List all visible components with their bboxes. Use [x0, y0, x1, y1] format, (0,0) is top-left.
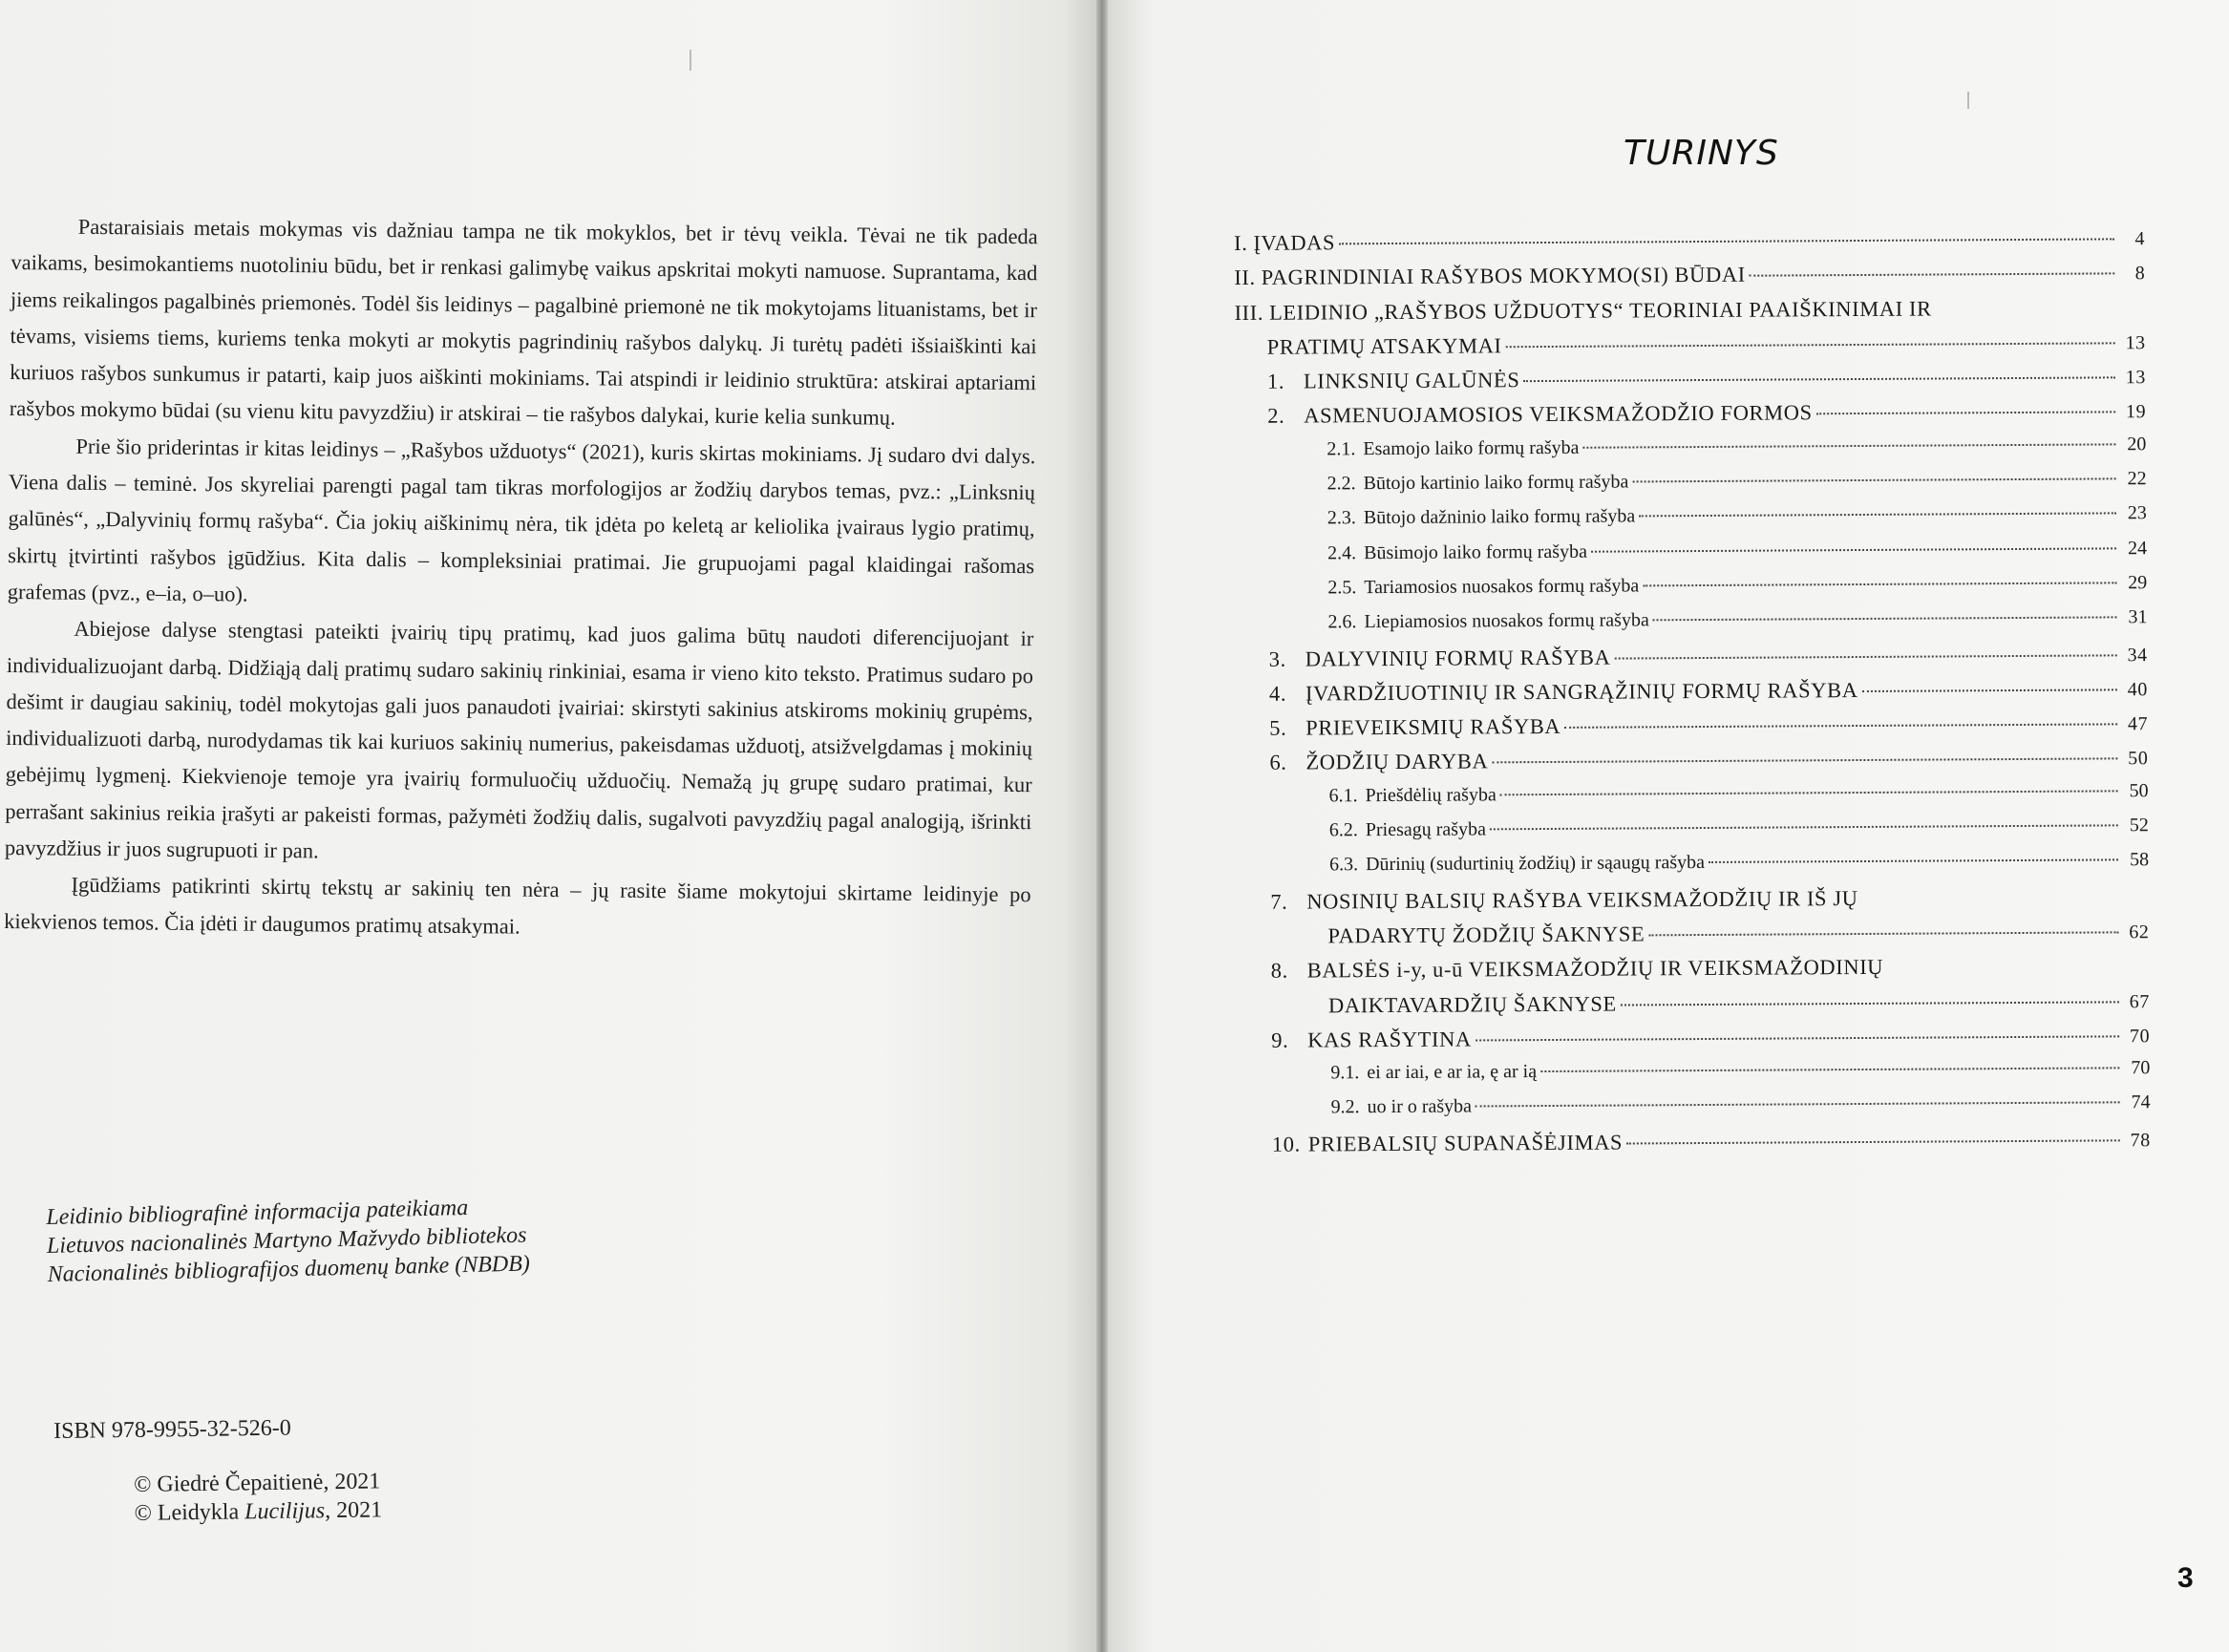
toc-entry-number: 2. — [1267, 404, 1285, 429]
toc-entry-label: Dūrinių (sudurtinių žodžių) ir sąaugų rašyba — [1365, 852, 1706, 876]
toc-entry — [1237, 746, 2148, 786]
toc-leader-dots — [1632, 477, 2115, 482]
toc-entry-number: 6. — [1269, 751, 1287, 775]
toc-entry — [1235, 364, 2146, 404]
toc-entry-number: 3. — [1268, 646, 1286, 671]
table-of-contents — [1234, 225, 2151, 1167]
intro-paragraph: Pastaraisiais metais mokymas vis dažniau tampa ne tik mokyklos, bet ir tėvų veikla. Tėvai ne tik padeda vaikams, besimokantiems nuotoliniu būdu, bet ir renkasi galimybę vaikus apskritai mokyti namuose. Suprantama, kad jiems reikalingos pagalbinės priemonės. Todėl šis leidinys – pagalbinė priemonė ne tik mokytojams lituanistams, bet ir tėvams, visiems tiems, kuriems tenka mokyti ar mokytis pagrindinių rašybos dalykų. Ji turėtų padėti išsiaiškinti kai kuriuos rašybos sunkumus ir patarti, kaip juos aiškinti mokiniams. Tai atspindi ir leidinio struktūra: atskirai aptariami rašybos mokymo būdai (su vienu kitu pavyzdžiu) ir atskirai – tie rašybos dalykai, kurie kelia sunkumų. — [9, 214, 1038, 431]
toc-leader-dots — [1490, 824, 2118, 830]
toc-entry-number: 6.1. — [1328, 784, 1358, 807]
book-gutter — [1096, 0, 1108, 1652]
toc-entry-page: 50 — [2129, 779, 2149, 802]
toc-entry-number: 2.4. — [1327, 541, 1357, 564]
toc-entry-label: DAIKTAVARDŽIŲ ŠAKNYSE — [1327, 991, 1617, 1017]
copyright-year: , 2021 — [324, 1497, 383, 1524]
toc-entry-page: 31 — [2128, 606, 2148, 628]
toc-entry-label: LEIDINIO „RAŠYBOS UŽDUOTYS“ TEORINIAI PAAIŠKINIMAI IR — [1268, 296, 1932, 325]
toc-entry-label: Priesagų rašyba — [1365, 818, 1486, 841]
copyright-publisher — [134, 1495, 382, 1528]
toc-entry — [1237, 676, 2148, 716]
toc-entry — [1239, 1057, 2150, 1097]
toc-entry-page: 29 — [2128, 572, 2148, 594]
intro-paragraph: Prie šio priderintas ir kitas leidinys – „Rašybos užduotys“ (2021), kuris skirtas mokiniams. Jį sudaro dvi dalys. Viena dalis – teminė. Jos skyreliai parengti pagal tam tikras morfologijos ar žodžių darybos temas, pvz.: „Linksnių galūnės“, „Dalyvinių formų rašyba“. Čia jokių aiškinimų nėra, tik įdėta po keletą ar keliolika įvairaus lygio pratimų, skirtų įtvirtinti rašybos įgūdžius. Kita dalis – kompleksiniai pratimai. Jie grupuojami pagal klaidingai rašomas grafemas (pvz., e–ia, o–uo). — [7, 434, 1036, 606]
toc-entry — [1237, 710, 2148, 751]
toc-entry-label: PRATIMŲ ATSAKYMAI — [1266, 333, 1502, 359]
toc-entry-page: 23 — [2127, 502, 2147, 524]
toc-title: TURINYS — [1624, 134, 1779, 173]
toc-entry-label: ŽODŽIŲ DARYBA — [1306, 749, 1489, 775]
toc-leader-dots — [1648, 931, 2118, 936]
toc-entry-label: BALSĖS i-y, u-ū VEIKSMAŽODŽIŲ IR VEIKSMAŽODINIŲ — [1306, 955, 1884, 983]
copyright-block — [134, 1467, 382, 1528]
toc-entry-number: 1. — [1266, 369, 1285, 393]
toc-entry-label: DALYVINIŲ FORMŲ RAŠYBA — [1305, 645, 1611, 671]
toc-entry-label: Tariamosios nuosakos formų rašyba — [1364, 575, 1640, 599]
toc-entry-number: 2.1. — [1327, 438, 1356, 460]
toc-leader-dots — [1626, 1139, 2120, 1144]
toc-leader-dots — [1643, 582, 2116, 586]
toc-leader-dots — [1540, 1067, 2119, 1072]
toc-entry-page: 58 — [2129, 849, 2150, 871]
toc-entry-number: 2.2. — [1327, 473, 1356, 495]
toc-entry — [1238, 815, 2149, 855]
toc-entry — [1238, 780, 2149, 820]
toc-entry — [1239, 1023, 2150, 1063]
toc-entry — [1234, 225, 2145, 265]
toc-entry-label: NOSINIŲ BALSIŲ RAŠYBA VEIKSMAŽODŽIŲ IR IŠ JŲ — [1306, 885, 1858, 914]
toc-entry-label: Esamojo laiko formų rašyba — [1363, 436, 1580, 459]
biblio-line: Nacionalinės bibliografijos duomenų banke (NBDB) — [47, 1251, 531, 1287]
toc-entry-page: 34 — [2127, 644, 2148, 666]
toc-entry-number: I. — [1234, 230, 1248, 255]
toc-entry — [1236, 538, 2147, 578]
toc-entry-page: 13 — [2125, 367, 2147, 389]
toc-entry-label: PAGRINDINIAI RAŠYBOS MOKYMO(SI) BŪDAI — [1261, 263, 1746, 290]
toc-entry-page: 74 — [2131, 1091, 2151, 1113]
toc-entry-label: Priešdėlių rašyba — [1365, 784, 1497, 806]
toc-leader-dots — [1564, 724, 2117, 730]
toc-entry-page: 22 — [2127, 468, 2147, 490]
toc-entry-number: III. — [1234, 300, 1264, 325]
toc-entry-page: 50 — [2128, 748, 2149, 770]
toc-entry-page: 78 — [2130, 1129, 2151, 1152]
toc-entry-number: 9.1. — [1330, 1062, 1360, 1084]
toc-entry-page: 8 — [2134, 263, 2146, 285]
toc-entry-page: 62 — [2129, 921, 2150, 943]
toc-entry-page: 4 — [2134, 228, 2146, 250]
toc-leader-dots — [1750, 273, 2115, 277]
toc-entry-label: uo ir o rašyba — [1367, 1095, 1473, 1118]
toc-entry-page: 70 — [2129, 1025, 2151, 1048]
toc-entry-number: 9.2. — [1330, 1096, 1360, 1118]
toc-entry-page: 20 — [2127, 433, 2147, 455]
copyright-author: © Giedrė Čepaitienė, 2021 — [134, 1469, 381, 1497]
toc-entry — [1238, 919, 2149, 959]
toc-entry-label: Būsimojo laiko formų rašyba — [1363, 540, 1587, 563]
toc-entry — [1236, 572, 2147, 612]
toc-entry-label: ei ar iai, e ar ia, ę ar ią — [1367, 1061, 1538, 1084]
toc-entry-number: 8. — [1270, 958, 1288, 984]
toc-entry-page: 47 — [2127, 713, 2149, 735]
toc-entry-label: ĮVARDŽIUOTINIŲ IR SANGRĄŽINIŲ FORMŲ RAŠYBA — [1305, 677, 1858, 706]
toc-entry — [1236, 503, 2147, 543]
toc-entry-label: Būtojo kartinio laiko formų rašyba — [1363, 471, 1629, 495]
bibliographic-note — [46, 1188, 716, 1289]
toc-leader-dots — [1591, 547, 2116, 552]
copyright-prefix: © Leidykla — [134, 1499, 245, 1526]
toc-entry-page: 40 — [2127, 679, 2149, 701]
toc-entry — [1237, 642, 2148, 682]
toc-entry — [1236, 606, 2147, 646]
intro-paragraph: Abiejose dalyse stengtasi pateikti įvairių tipų pratimų, kad juos galima būtų naudoti diferencijuojant ir individualizuojant darbą. Didžiąją dalį pratimų sudaro sakinių rinkiniai, esama ir vieno kito teksto. Pratimus sudaro po dešimt ir daugiau sakinių, todėl mokytojas gali juos panaudoti įvairiai: skirstyti sakinius atskiroms mokinių grupėms, individualizuoti darbą, nurodydamas tik kai kuriuos sakinių numerius, pakeisdamas užduotį, atsižvelgdamas į mokinių gebėjimų lygmenį. Kiekvienoje temoje yra įvairių formuluočių užduočių. Nemažą jų grupę sudaro pratimai, kur perrašant sakinius reikia įrašyti ar pakeisti formas, pažymėti žodžių dalis, sugalvoti pavyzdžių pagal analogiją, išrinkti pavyzdžius ir juos sugrupuoti ir pan. — [4, 616, 1034, 863]
publisher-name: Lucilijus — [244, 1498, 326, 1525]
biblio-line: Lietuvos nacionalinės Martyno Mažvydo bibliotekos — [46, 1222, 527, 1259]
toc-leader-dots — [1492, 758, 2117, 764]
toc-entry-number: 5. — [1269, 715, 1287, 740]
toc-entry — [1234, 295, 2145, 335]
toc-leader-dots — [1862, 688, 2117, 692]
page-number: 3 — [2177, 1562, 2194, 1594]
toc-entry-label: Liepiamosios nuosakos formų rašyba — [1364, 609, 1649, 633]
toc-entry-label: PRIEVEIKSMIŲ RAŠYBA — [1306, 714, 1561, 740]
toc-entry-number: 2.6. — [1327, 611, 1357, 633]
toc-entry-number: 6.3. — [1328, 854, 1359, 876]
toc-leader-dots — [1653, 617, 2117, 622]
toc-leader-dots — [1816, 412, 2116, 415]
toc-entry — [1235, 329, 2146, 370]
toc-entry-page: 19 — [2125, 401, 2147, 423]
toc-entry-label: LINKSNIŲ GALŪNĖS — [1303, 368, 1520, 393]
toc-leader-dots — [1523, 377, 2115, 383]
toc-leader-dots — [1639, 513, 2116, 518]
toc-entry-number: 9. — [1271, 1027, 1289, 1052]
isbn: ISBN 978-9955-32-526-0 — [53, 1415, 291, 1444]
biblio-line: Leidinio bibliografinė informacija pateikiama — [46, 1195, 469, 1230]
toc-leader-dots — [1582, 443, 2115, 448]
toc-entry — [1234, 260, 2145, 300]
toc-leader-dots — [1500, 790, 2118, 795]
toc-leader-dots — [1506, 342, 2115, 348]
toc-entry-page: 52 — [2129, 815, 2149, 837]
toc-entry-number: 6.2. — [1328, 819, 1358, 841]
toc-entry — [1239, 988, 2150, 1028]
toc-entry-number: 2.3. — [1327, 507, 1356, 529]
toc-entry — [1238, 884, 2149, 924]
toc-entry-number: 10. — [1271, 1132, 1301, 1156]
toc-entry-label: PRIEBALSIŲ SUPANAŠĖJIMAS — [1307, 1130, 1624, 1156]
intro-text — [4, 208, 1038, 950]
toc-leader-dots — [1621, 1001, 2119, 1006]
toc-entry-label: PADARYTŲ ŽODŽIŲ ŠAKNYSE — [1327, 921, 1645, 948]
toc-entry-page: 13 — [2125, 332, 2146, 354]
toc-leader-dots — [1475, 1035, 2119, 1041]
toc-entry-page: 67 — [2129, 990, 2151, 1012]
toc-entry-number: 4. — [1268, 681, 1287, 706]
page-mark — [1967, 92, 1969, 109]
toc-entry-page: 70 — [2131, 1057, 2151, 1079]
toc-leader-dots — [1339, 238, 2114, 244]
toc-leader-dots — [1614, 654, 2116, 659]
toc-entry — [1235, 434, 2146, 474]
toc-entry — [1240, 1127, 2151, 1167]
toc-leader-dots — [1475, 1102, 2120, 1108]
toc-entry-label: KAS RAŠYTINA — [1307, 1027, 1472, 1052]
toc-entry-label: ASMENUOJAMOSIOS VEIKSMAŽODŽIO FORMOS — [1304, 400, 1813, 429]
intro-paragraph: Įgūdžiams patikrinti skirtų tekstų ar sakinių ten nėra – jų rasite šiame mokytojui skirtame leidinyje po kiekvienos temos. Čia įdėti ir daugumos pratimų atsakymai. — [4, 873, 1031, 939]
toc-entry — [1239, 953, 2150, 993]
toc-entry — [1235, 399, 2146, 439]
toc-entry-number: 7. — [1270, 889, 1288, 914]
toc-entry-label: ĮVADAS — [1253, 230, 1336, 255]
toc-entry-number: 2.5. — [1327, 577, 1357, 599]
toc-entry-page: 24 — [2127, 537, 2148, 559]
toc-leader-dots — [1709, 859, 2118, 864]
toc-entry-label: Būtojo dažninio laiko formų rašyba — [1363, 505, 1636, 529]
toc-entry-number: II. — [1234, 265, 1256, 290]
toc-entry — [1238, 850, 2149, 890]
toc-entry — [1236, 468, 2147, 508]
page-mark — [690, 50, 691, 71]
toc-entry — [1240, 1092, 2151, 1133]
